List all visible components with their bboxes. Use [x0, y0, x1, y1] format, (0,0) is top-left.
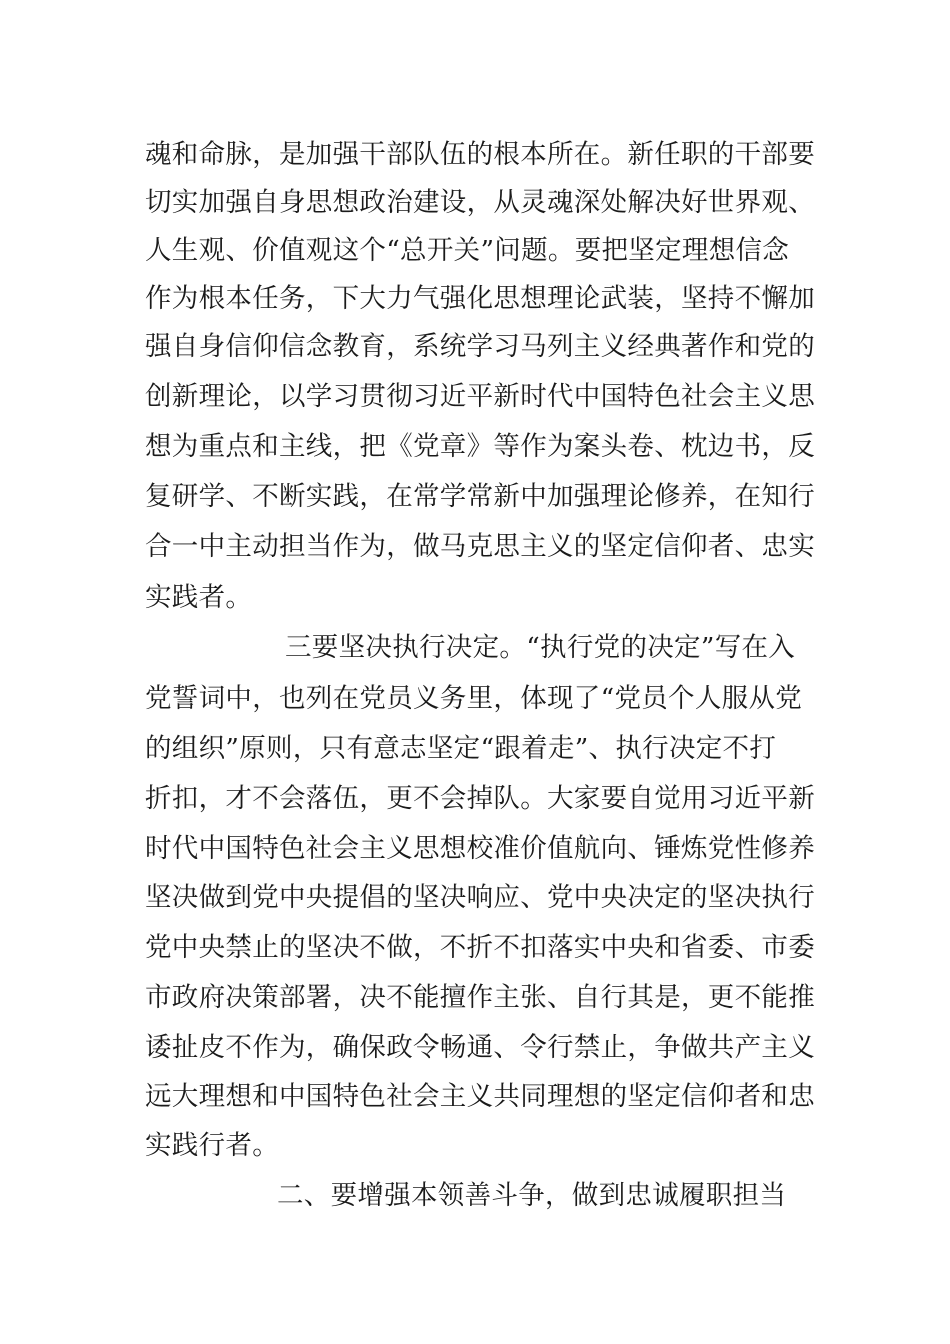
paragraph-line: 想为重点和主线，把《党章》等作为案头卷、枕边书，反	[145, 431, 815, 462]
paragraph-line: 作为根本任务，下大力气强化思想理论武装，坚持不懈加	[145, 283, 815, 314]
paragraph-line: 诿扯皮不作为，确保政令畅通、令行禁止，争做共产主义	[145, 1032, 815, 1063]
paragraph-line: 强自身信仰信念教育，系统学习马列主义经典著作和党的	[145, 331, 815, 362]
paragraph-line: 创新理论，以学习贯彻习近平新时代中国特色社会主义思	[145, 381, 815, 412]
paragraph-first-line: 三要坚决执行决定。“执行党的决定”写在入	[285, 632, 796, 663]
paragraph-line: 人生观、价值观这个“总开关”问题。要把坚定理想信念	[145, 235, 790, 266]
paragraph-line: 合一中主动担当作为，做马克思主义的坚定信仰者、忠实	[145, 531, 815, 562]
paragraph-line: 魂和命脉，是加强干部队伍的根本所在。新任职的干部要	[145, 139, 815, 170]
paragraph-line: 党中央禁止的坚决不做，不折不扣落实中央和省委、市委	[145, 932, 815, 963]
paragraph-line: 实践行者。	[145, 1130, 279, 1161]
paragraph-line: 远大理想和中国特色社会主义共同理想的坚定信仰者和忠	[145, 1081, 815, 1112]
paragraph-line: 切实加强自身思想政治建设，从灵魂深处解决好世界观、	[145, 187, 815, 218]
section-heading: 二、要增强本领善斗争，做到忠诚履职担当	[277, 1180, 787, 1211]
paragraph-line: 复研学、不断实践，在常学常新中加强理论修养，在知行	[145, 481, 815, 512]
paragraph-line: 实践者。	[145, 582, 253, 613]
paragraph-line: 市政府决策部署，决不能擅作主张、自行其是，更不能推	[145, 982, 815, 1013]
paragraph-line: 的组织”原则，只有意志坚定“跟着走”、执行决定不打	[145, 733, 777, 764]
paragraph-line: 折扣，才不会落伍，更不会掉队。大家要自觉用习近平新	[145, 783, 815, 814]
paragraph-line: 时代中国特色社会主义思想校准价值航向、锤炼党性修养	[145, 833, 815, 864]
paragraph-line: 党誓词中，也列在党员义务里，体现了“党员个人服从党	[145, 683, 803, 714]
paragraph-line: 坚决做到党中央提倡的坚决响应、党中央决定的坚决执行	[145, 882, 815, 913]
